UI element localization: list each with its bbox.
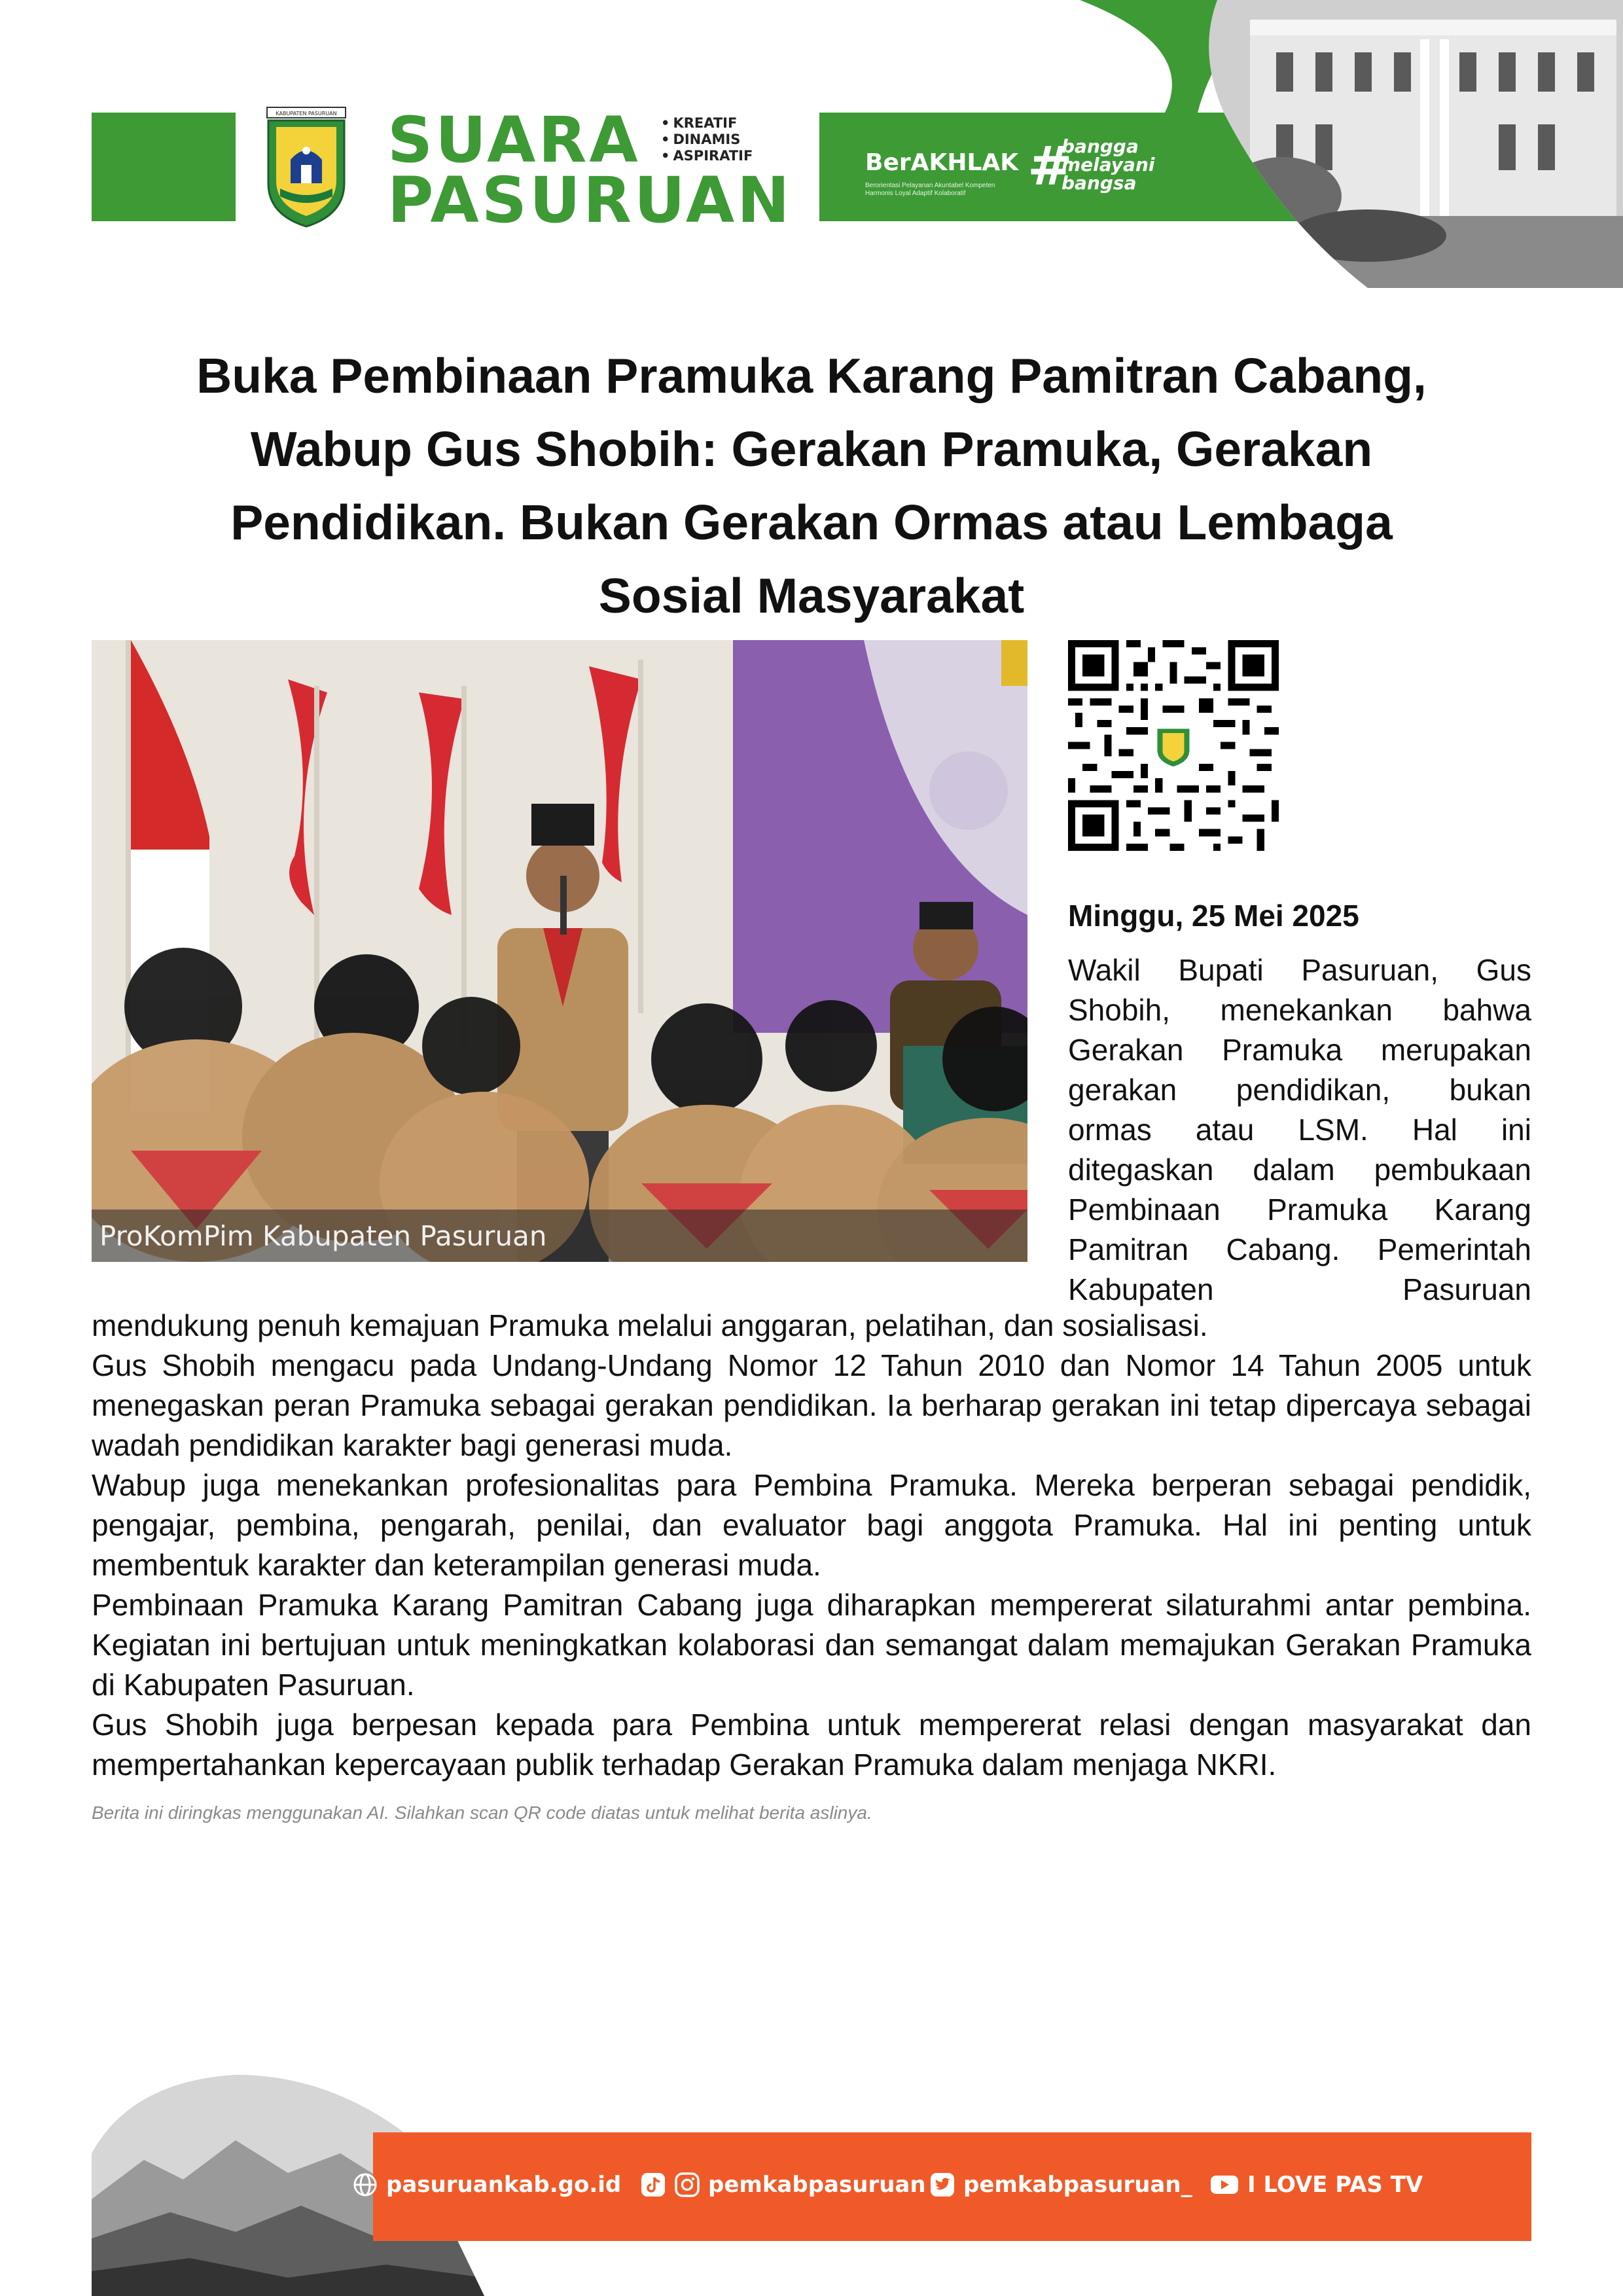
footer-tiktok-instagram-link[interactable] — [640, 2172, 926, 2198]
lead-line: Gerakan Pramuka merupakan — [1068, 1033, 1531, 1067]
hashtag-icon: # — [1027, 135, 1073, 198]
body-paragraph: Gus Shobih juga berpesan kepada para Pembina untuk mempererat relasi dengan masyarakat dan mempertahankan kepercayaan publik terhadap Gerakan Pramuka dalam menjaga NKRI. — [92, 1708, 1531, 1782]
lead-line: Pamitran Cabang. Pemerintah — [1068, 1232, 1531, 1266]
footer-website-link[interactable] — [352, 2172, 621, 2198]
footer-twitter-link[interactable] — [929, 2172, 1192, 2198]
footer-youtube-link[interactable] — [1209, 2172, 1423, 2198]
lead-line: Pembinaan Pramuka Karang — [1068, 1193, 1531, 1227]
tagline-item: • DINAMIS — [661, 132, 753, 148]
lead-line: ditegaskan dalam pembukaan — [1068, 1153, 1531, 1187]
header-green-bar-left — [92, 113, 236, 221]
body-paragraph: Gus Shobih mengacu pada Undang-Undang Nomor 12 Tahun 2010 dan Nomor 14 Tahun 2005 untuk menegaskan peran Pramuka sebagai gerakan pendidikan. Ia berharap gerakan ini tetap dipercaya sebagai wadah pendidikan karakter bagi generasi muda. — [92, 1348, 1531, 1462]
qr-code-icon[interactable] — [1068, 640, 1279, 851]
article-date: Minggu, 25 Mei 2025 — [1068, 899, 1359, 933]
footer-youtube-text: I LOVE PAS TV — [1247, 2172, 1423, 2198]
lead-continuation: mendukung penuh kemajuan Pramuka melalui anggaran, pelatihan, dan sosialisasi. — [92, 1308, 1208, 1342]
article-lead-paragraph — [1068, 950, 1531, 1310]
lead-line: Shobih, menekankan bahwa — [1068, 993, 1531, 1027]
campaign-word: bangsa — [1061, 172, 1137, 194]
footer-website-text: pasuruankab.go.id — [386, 2172, 622, 2198]
article-photo — [92, 640, 1027, 1262]
brand-line-1: SUARA — [387, 103, 641, 177]
article-title — [111, 339, 1512, 632]
title-line: Wabup Gus Shobih: Gerakan Pramuka, Gerakan — [250, 422, 1373, 476]
photo-caption-bar — [92, 1210, 1027, 1262]
brand-tagline — [661, 115, 753, 164]
berakhlak-subtitle: Berorientasi Pelayanan Akuntabel Kompeten Harmonis Loyal Adaptif Kolaboratif — [865, 182, 995, 197]
svg-text:KABUPATEN PASURUAN: KABUPATEN PASURUAN — [276, 111, 337, 117]
berakhlak-logo: BerAKHLAK — [865, 149, 1019, 176]
body-paragraph: Wabup juga menekankan profesionalitas para Pembina Pramuka. Mereka berperan sebagai pendidik, pengajar, pembina, pengarah, penilai, dan evaluator bagi anggota Pramuka. Hal ini penting untuk membentuk karakter dan keterampilan generasi muda. — [92, 1468, 1531, 1582]
photo-credit: ProKomPim Kabupaten Pasuruan — [99, 1220, 547, 1252]
title-line: Buka Pembinaan Pramuka Karang Pamitran Cabang, — [196, 348, 1427, 403]
youtube-icon — [1209, 2172, 1240, 2198]
globe-icon — [352, 2172, 378, 2198]
ai-summary-note: Berita ini diringkas menggunakan AI. Silahkan scan QR code diatas untuk melihat berita aslinya. — [92, 1803, 872, 1823]
lead-line: Kabupaten Pasuruan — [1068, 1272, 1531, 1306]
brand-line-2: PASURUAN — [387, 164, 793, 237]
footer-twitter-text: pemkabpasuruan_ — [963, 2172, 1192, 2198]
tagline-item: • KREATIF — [661, 115, 753, 132]
tiktok-icon — [640, 2172, 666, 2198]
body-paragraph: Pembinaan Pramuka Karang Pamitran Cabang juga diharapkan mempererat silaturahmi antar pembina. Kegiatan ini bertujuan untuk meningkatkan kolaborasi dan semangat dalam memajukan Gerakan Pramuka di Kabupaten Pasuruan. — [92, 1588, 1531, 1702]
instagram-icon — [674, 2172, 700, 2198]
title-line: Sosial Masyarakat — [598, 568, 1025, 623]
title-line: Pendidikan. Bukan Gerakan Ormas atau Lembaga — [230, 495, 1393, 550]
lead-line: Wakil Bupati Pasuruan, Gus — [1068, 953, 1531, 987]
kabupaten-pasuruan-crest-logo — [260, 105, 352, 229]
lead-line: gerakan pendidikan, bukan — [1068, 1073, 1531, 1107]
campaign-word: bangga — [1061, 135, 1139, 157]
scout-event-photo-illustration — [92, 640, 1027, 1262]
footer-instagram-text: pemkabpasuruan — [708, 2172, 926, 2198]
article-body — [92, 1306, 1531, 1785]
campaign-word: melayani — [1061, 154, 1155, 175]
lead-line: ormas atau LSM. Hal ini — [1068, 1113, 1531, 1147]
twitter-icon — [929, 2172, 955, 2198]
tagline-item: • ASPIRATIF — [661, 148, 753, 164]
bangga-melayani-bangsa-logo — [1061, 137, 1154, 192]
